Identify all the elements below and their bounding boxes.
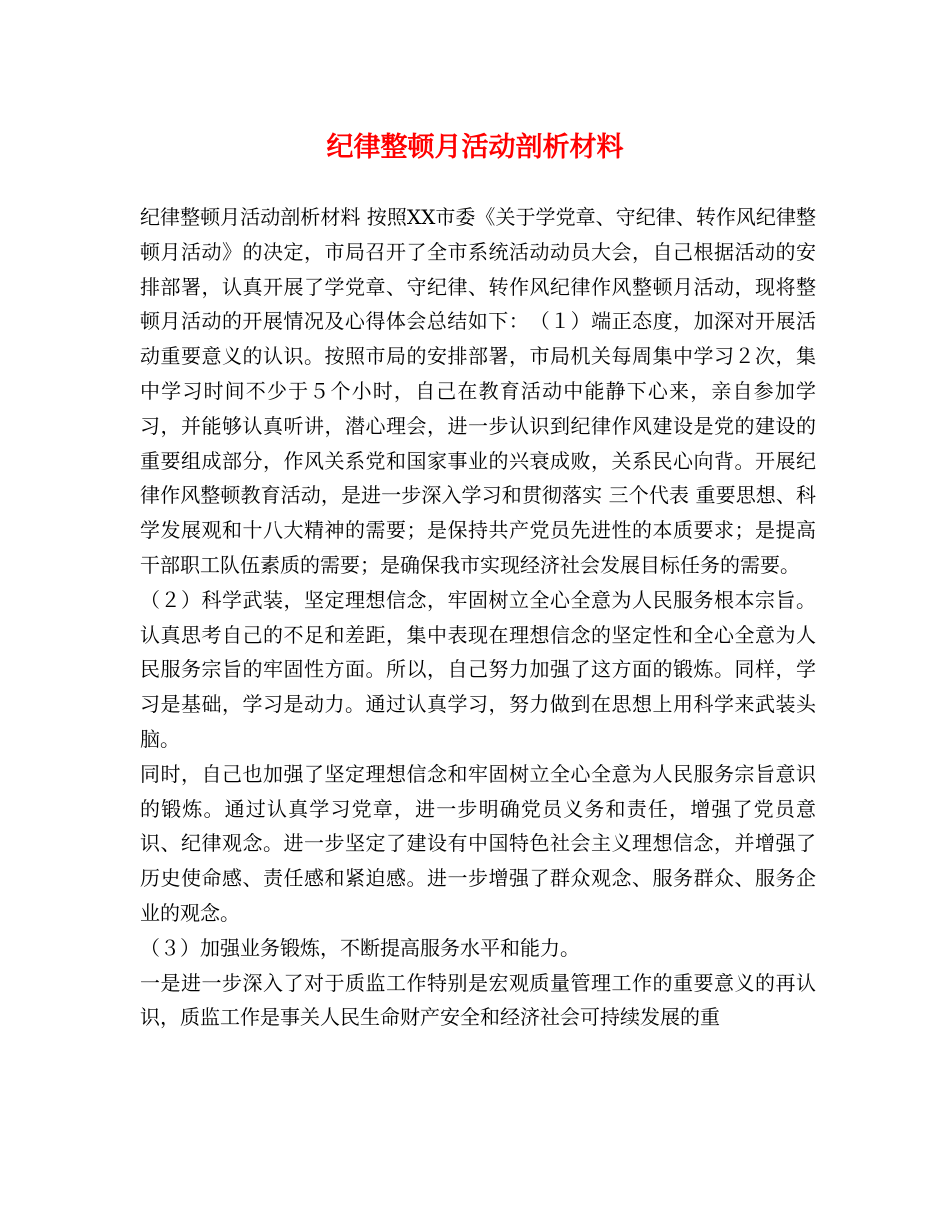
paragraph-1: 纪律整顿月活动剖析材料 按照XX市委《关于学党章、守纪律、转作风纪律整顿月活动》的决定，市局召开了全市系统活动动员大会，自己根据活动的安排部署，认真开展了学党章、守纪律、转作风纪律作风整顿月活动，现将整顿月活动的开展情况及心得体会总结如下： （１）端正态度，加深对开展活动重要意义的认识。按照市局的安排部署，市局机关每周集中学习２次，集中学习时间不少于５个小时，自己在教育活动中能静下心来，亲自参加学习，并能够认真听讲，潜心理会，进一步认识到纪律作风建设是党的建设的重要组成部分，作风关系党和国家事业的兴衰成败，关系民心向背。开展纪律作风整顿教育活动，是进一步深入学习和贯彻落实 三个代表 重要思想、科学发展观和十八大精神的需要；是保持共产党员先进性的本质要求；是提高干部职工队伍素质的需要；是确保我市实现经济社会发展目标任务的需要。 [140,205,816,577]
paragraph-5: 一是进一步深入了对于质监工作特别是宏观质量管理工作的重要意义的再认识，质监工作是事关人民生命财产安全和经济社会可持续发展的重 [140,970,816,1030]
paragraph-4: （３）加强业务锻炼，不断提高服务水平和能力。 [140,935,580,960]
paragraph-2: （２）科学武装，坚定理想信念，牢固树立全心全意为人民服务根本宗旨。认真思考自己的不足和差距，集中表现在理想信念的坚定性和全心全意为人民服务宗旨的牢固性方面。所以，自己努力加强了这方面的锻炼。同样，学习是基础，学习是动力。通过认真学习，努力做到在思想上用科学来武装头脑。 [140,587,816,751]
document-body [140,200,816,1035]
document-title: 纪律整顿月活动剖析材料 [326,132,624,163]
paragraph-3: 同时，自己也加强了坚定理想信念和牢固树立全心全意为人民服务宗旨意识的锻炼。通过认真学习党章，进一步明确党员义务和责任，增强了党员意识、纪律观念。进一步坚定了建设有中国特色社会主义理想信念，并增强了历史使命感、责任感和紧迫感。进一步增强了群众观念、服务群众、服务企业的观念。 [140,761,816,925]
